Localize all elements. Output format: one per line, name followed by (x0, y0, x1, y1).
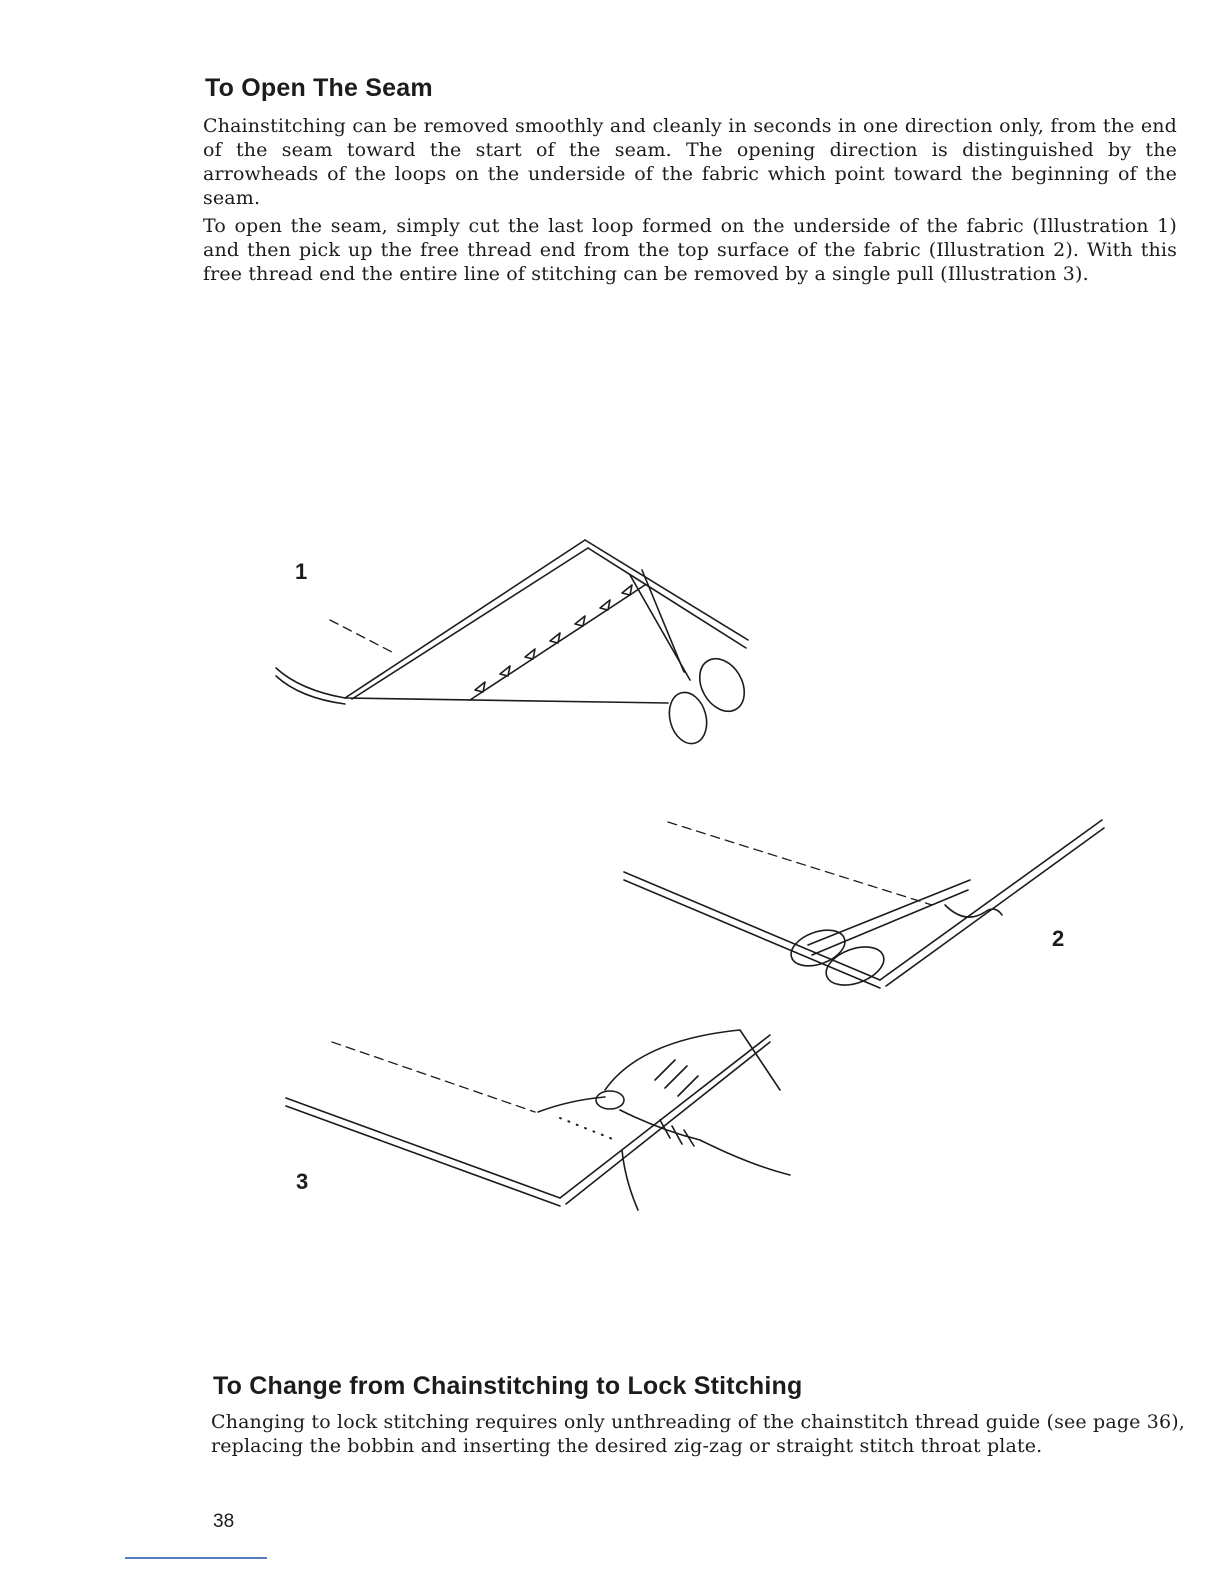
hand-pulling-thread-icon (286, 1030, 790, 1210)
section-title-open-seam: To Open The Seam (205, 74, 433, 102)
paragraph-open-seam-steps: To open the seam, simply cut the last loop formed on the underside of the fabric (Illustration 1) and then pick up the free thread end from the top surface of the fabric (Illustration 2). With this free thread end the entire line of stitching can be removed by a single pull (Illustration 3). (203, 215, 1177, 285)
illustration-label-2: 2 (1052, 926, 1065, 951)
scissors-picking-thread-icon (624, 820, 1104, 992)
illustration-label-3: 3 (296, 1169, 309, 1194)
illustration-label-1: 1 (295, 559, 308, 584)
paragraph-opening-direction: Chainstitching can be removed smoothly and cleanly in seconds in one direction only, from the end of the seam toward the start of the seam. The opening direction is distinguished by the arrowheads of the loops on the underside of the fabric which point toward the beginning of the seam. (203, 115, 1177, 209)
scissors-cutting-loop-icon (276, 540, 753, 748)
bottom-rule (125, 1557, 267, 1559)
page-number: 38 (213, 1511, 235, 1532)
section-title-change-stitching: To Change from Chainstitching to Lock Stitching (213, 1372, 803, 1400)
paragraph-change-stitching: Changing to lock stitching requires only unthreading of the chainstitch thread guide (see page 36), replacing the bobbin and inserting the desired zig-zag or straight stitch throat plate. (211, 1411, 1185, 1457)
